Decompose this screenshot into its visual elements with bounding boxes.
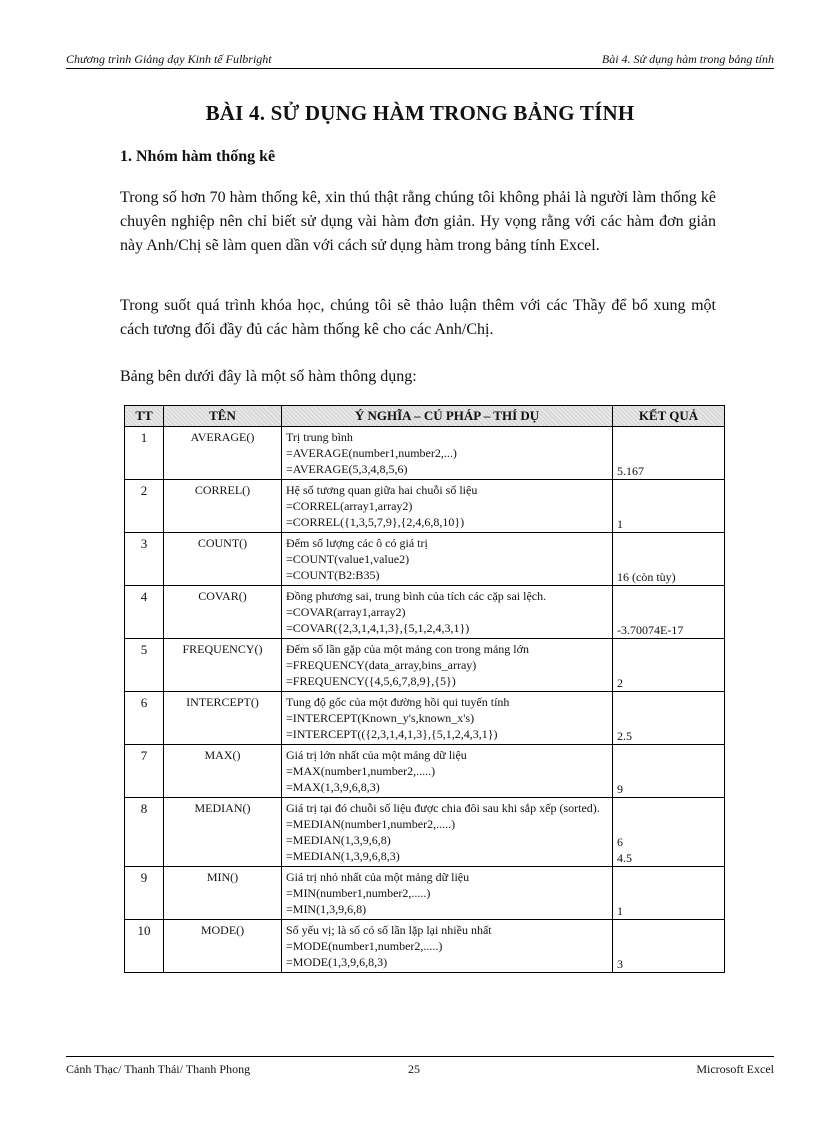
function-name: COUNT() <box>164 533 282 586</box>
syntax-example-line: =INTERCEPT(Known_y's,known_x's) <box>286 711 475 725</box>
function-description <box>282 533 613 586</box>
table-row <box>125 920 725 973</box>
table-row <box>125 533 725 586</box>
syntax-example-line: =INTERCEPT(({2,3,1,4,1,3},{5,1,2,4,3,1}) <box>286 727 498 741</box>
syntax-example-line: =MIN(1,3,9,6,8) <box>286 902 367 916</box>
table-row <box>125 427 725 480</box>
description-text: Đồng phương sai, trung bình của tích các cặp sai lệch. <box>286 589 547 603</box>
footer-subject: Microsoft Excel <box>696 1062 774 1076</box>
result-value: -3.70074E-17 <box>617 623 684 637</box>
function-name: MEDIAN() <box>164 798 282 867</box>
function-result <box>613 427 725 480</box>
syntax-example-line: =FREQUENCY(data_array,bins_array) <box>286 658 477 672</box>
function-result <box>613 480 725 533</box>
result-value: 1 <box>617 904 623 918</box>
header-course: Chương trình Giảng dạy Kinh tế Fulbright <box>66 52 272 66</box>
function-name: FREQUENCY() <box>164 639 282 692</box>
syntax-example-line: =FREQUENCY({4,5,6,7,8,9},{5}) <box>286 674 456 688</box>
table-row <box>125 745 725 798</box>
syntax-example-line: =CORREL(array1,array2) <box>286 499 413 513</box>
function-description <box>282 586 613 639</box>
syntax-example-line: =MIN(number1,number2,.....) <box>286 886 431 900</box>
description-text: Giá trị lớn nhất của một mảng dữ liệu <box>286 748 467 762</box>
function-name: CORREL() <box>164 480 282 533</box>
page-footer <box>66 1056 774 1079</box>
syntax-example-line: =MAX(1,3,9,6,8,3) <box>286 780 380 794</box>
row-number: 10 <box>125 920 164 973</box>
table-row <box>125 639 725 692</box>
syntax-example-line: =AVERAGE(5,3,4,8,5,6) <box>286 462 408 476</box>
syntax-example-line: =COUNT(value1,value2) <box>286 552 410 566</box>
page-number: 25 <box>408 1062 420 1076</box>
function-description <box>282 920 613 973</box>
function-result <box>613 586 725 639</box>
syntax-example-line: =COVAR({2,3,1,4,1,3},{5,1,2,4,3,1}) <box>286 621 470 635</box>
result-value: 3 <box>617 957 623 971</box>
page-header <box>66 50 774 69</box>
table-row <box>125 798 725 867</box>
syntax-example-line: =MODE(1,3,9,6,8,3) <box>286 955 388 969</box>
syntax-example-line: =MEDIAN(1,3,9,6,8,3) <box>286 849 400 863</box>
function-name: MODE() <box>164 920 282 973</box>
table-body <box>125 427 725 973</box>
function-description <box>282 692 613 745</box>
syntax-example-line: =COUNT(B2:B35) <box>286 568 380 582</box>
row-number: 7 <box>125 745 164 798</box>
function-description <box>282 480 613 533</box>
function-result <box>613 639 725 692</box>
result-value: 16 (còn tùy) <box>617 570 676 584</box>
function-result <box>613 692 725 745</box>
function-result <box>613 745 725 798</box>
function-result <box>613 867 725 920</box>
description-text: Giá trị tại đó chuỗi số liệu được chia đôi sau khi sắp xếp (sorted). <box>286 801 600 815</box>
description-text: Tung độ gốc của một đường hồi qui tuyến tính <box>286 695 510 709</box>
table-row <box>125 867 725 920</box>
function-name: MAX() <box>164 745 282 798</box>
result-value: 2.5 <box>617 729 632 743</box>
row-number: 4 <box>125 586 164 639</box>
row-number: 2 <box>125 480 164 533</box>
function-name: COVAR() <box>164 586 282 639</box>
syntax-example-line: =MEDIAN(number1,number2,.....) <box>286 817 456 831</box>
function-name: MIN() <box>164 867 282 920</box>
result-value: 6 <box>617 835 623 849</box>
description-text: Giá trị nhỏ nhất của một mảng dữ liệu <box>286 870 470 884</box>
syntax-example-line: =CORREL({1,3,5,7,9},{2,4,6,8,10}) <box>286 515 465 529</box>
function-description <box>282 745 613 798</box>
description-text: Đếm số lượng các ô có giá trị <box>286 536 428 550</box>
row-number: 6 <box>125 692 164 745</box>
description-text: Đếm số lần gặp của một mảng con trong mảng lớn <box>286 642 529 656</box>
column-header-tt: TT <box>125 406 164 427</box>
section-heading: 1. Nhóm hàm thống kê <box>120 148 276 165</box>
result-value: 2 <box>617 676 623 690</box>
table-header-row <box>125 406 725 427</box>
table-row <box>125 586 725 639</box>
result-value: 1 <box>617 517 623 531</box>
row-number: 1 <box>125 427 164 480</box>
description-text: Số yếu vị; là số có số lần lặp lại nhiều nhất <box>286 923 492 937</box>
function-result <box>613 920 725 973</box>
function-result <box>613 798 725 867</box>
table-row <box>125 480 725 533</box>
row-number: 3 <box>125 533 164 586</box>
function-description <box>282 798 613 867</box>
function-description <box>282 867 613 920</box>
syntax-example-line: =AVERAGE(number1,number2,...) <box>286 446 457 460</box>
column-header-description: Ý NGHĨA – CÚ PHÁP – THÍ DỤ <box>282 406 613 427</box>
syntax-example-line: =MODE(number1,number2,.....) <box>286 939 443 953</box>
header-lesson: Bài 4. Sử dụng hàm trong bảng tính <box>601 52 774 66</box>
function-description <box>282 427 613 480</box>
function-description <box>282 639 613 692</box>
column-header-result: KẾT QUẢ <box>613 406 725 427</box>
function-name: AVERAGE() <box>164 427 282 480</box>
page-title: BÀI 4. SỬ DỤNG HÀM TRONG BẢNG TÍNH <box>205 101 635 125</box>
paragraph-course: Trong suốt quá trình khóa học, chúng tôi sẽ thảo luận thêm với các Thầy để bổ xung một cách tương đối đầy đủ các hàm thống kê cho các Anh/Chị. <box>120 297 716 338</box>
row-number: 8 <box>125 798 164 867</box>
result-value: 9 <box>617 782 623 796</box>
table-row <box>125 692 725 745</box>
function-name: INTERCEPT() <box>164 692 282 745</box>
result-value: 4.5 <box>617 851 632 865</box>
row-number: 9 <box>125 867 164 920</box>
paragraph-table-intro: Bảng bên dưới đây là một số hàm thông dụng: <box>120 368 417 385</box>
column-header-name: TÊN <box>164 406 282 427</box>
function-result <box>613 533 725 586</box>
description-text: Trị trung bình <box>286 430 353 444</box>
syntax-example-line: =MEDIAN(1,3,9,6,8) <box>286 833 391 847</box>
result-value: 5.167 <box>617 464 644 478</box>
row-number: 5 <box>125 639 164 692</box>
syntax-example-line: =MAX(number1,number2,.....) <box>286 764 436 778</box>
paragraph-intro: Trong số hơn 70 hàm thống kê, xin thú thật rằng chúng tôi không phải là người làm thống kê chuyên nghiệp nên chỉ biết sử dụng vài hàm đơn giản. Hy vọng rằng với các hàm đơn giản này Anh/Chị sẽ làm quen dần với cách sử dụng hàm trong bảng tính Excel. <box>120 189 716 254</box>
functions-table <box>124 405 725 973</box>
syntax-example-line: =COVAR(array1,array2) <box>286 605 406 619</box>
description-text: Hệ số tương quan giữa hai chuỗi số liệu <box>286 483 478 497</box>
footer-authors: Cảnh Thạc/ Thanh Thái/ Thanh Phong <box>66 1062 251 1076</box>
